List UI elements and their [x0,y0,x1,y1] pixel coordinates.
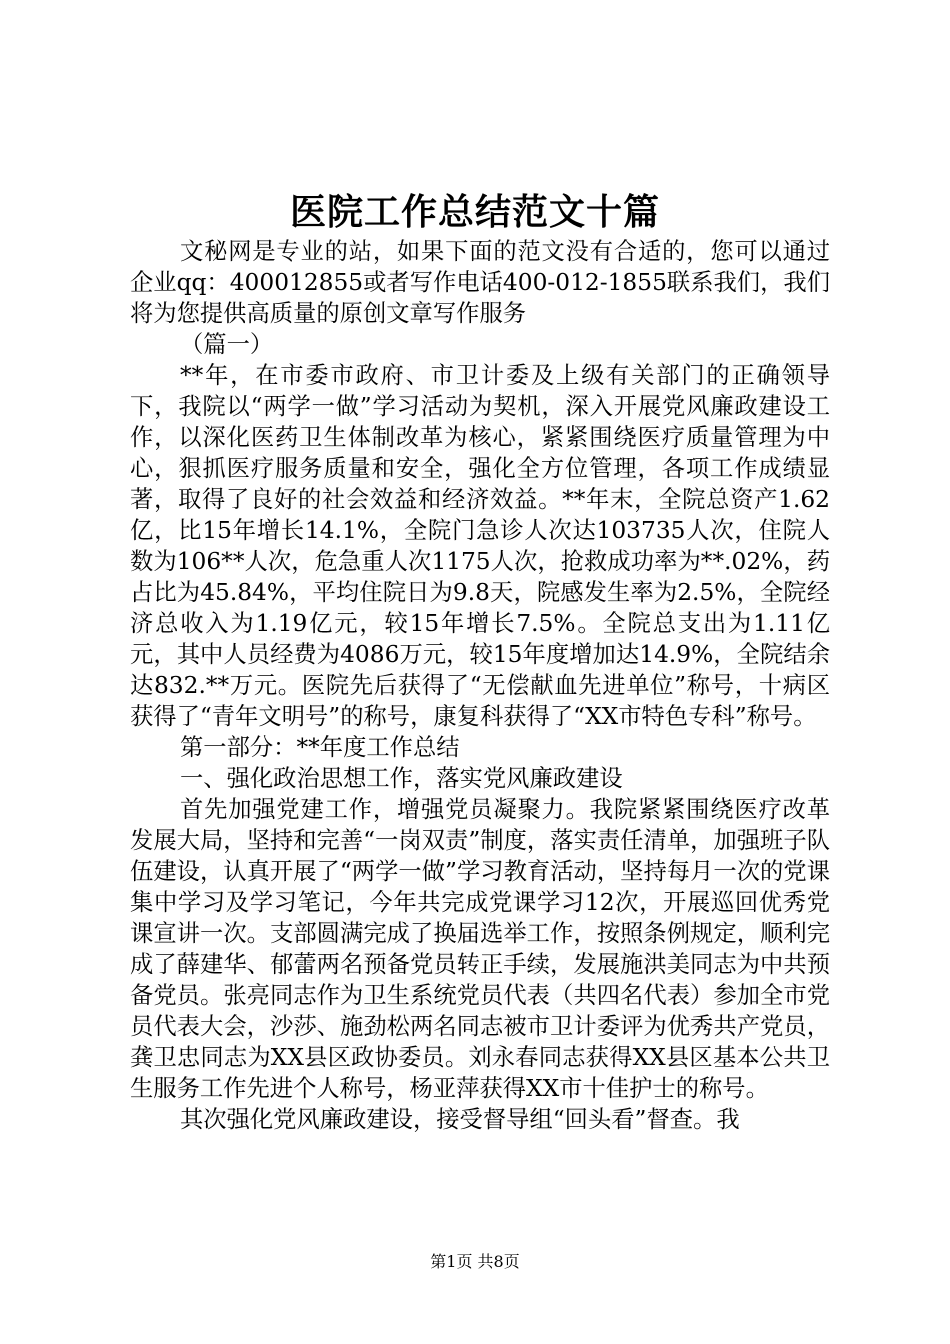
part-heading: 第一部分：**年度工作总结 [180,734,460,761]
page-number: 第1页 [430,1252,473,1271]
intro-paragraph: 文秘网是专业的站，如果下面的范文没有合适的，您可以通过企业qq：400012855或者写作电话400-012-1855联系我们，我们将为您提供高质量的原创文章写作服务 [130,238,830,327]
continued-paragraph: 其次强化党风廉政建设，接受督导组“回头看”督查。我 [180,1106,740,1133]
document-title: 医院工作总结范文十篇 [289,191,660,233]
subsection-heading: 一、强化政治思想工作，落实党风廉政建设 [180,765,623,792]
party-building-paragraph: 首先加强党建工作，增强党员凝聚力。我院紧紧围绕医疗改革发展大局，坚持和完善“一岗双责”制度，落实责任清单，加强班子队伍建设，认真开展了“两学一做”学习教育活动，坚持每月一次的党课集中学习及学习笔记，今年共完成党课学习12次，开展巡回优秀党课宣讲一次。支部圆满完成了换届选举工作，按照条例规定，顺利完成了薛建华、郁蕾两名预备党员转正手续，发展施洪美同志为中共预备党员。张亮同志作为卫生系统党员代表（共四名代表）参加全市党员代表大会，沙莎、施劲松两名同志被市卫计委评为优秀共产党员，龚卫忠同志为XX县区政协委员。刘永春同志获得XX县区基本公共卫生服务工作先进个人称号，杨亚萍获得XX市十佳护士的称号。 [130,796,830,1102]
page-total: 共8页 [477,1252,520,1271]
document-body [130,236,830,1135]
section-marker: （篇一） [180,331,274,358]
page-footer [0,1249,950,1272]
summary-paragraph: **年，在市委市政府、市卫计委及上级有关部门的正确领导下，我院以“两学一做”学习活动为契机，深入开展党风廉政建设工作，以深化医药卫生体制改革为核心，紧紧围绕医疗质量管理为中心，狠抓医疗服务质量和安全，强化全方位管理，各项工作成绩显著，取得了良好的社会效益和经济效益。**年末，全院总资产1.62亿，比15年增长14.1%，全院门急诊人次达103735人次，住院人数为106**人次，危急重人次1175人次，抢救成功率为**.02%，药占比为45.84%，平均住院日为9.8天，院感发生率为2.5%，全院经济总收入为1.19亿元，较15年增长7.5%。全院总支出为1.11亿元，其中人员经费为4086万元，较15年度增加达14.9%，全院结余达832.**万元。医院先后获得了“无偿献血先进单位”称号，十病区获得了“青年文明号”的称号，康复科获得了“XX市特色专科”称号。 [130,362,830,730]
